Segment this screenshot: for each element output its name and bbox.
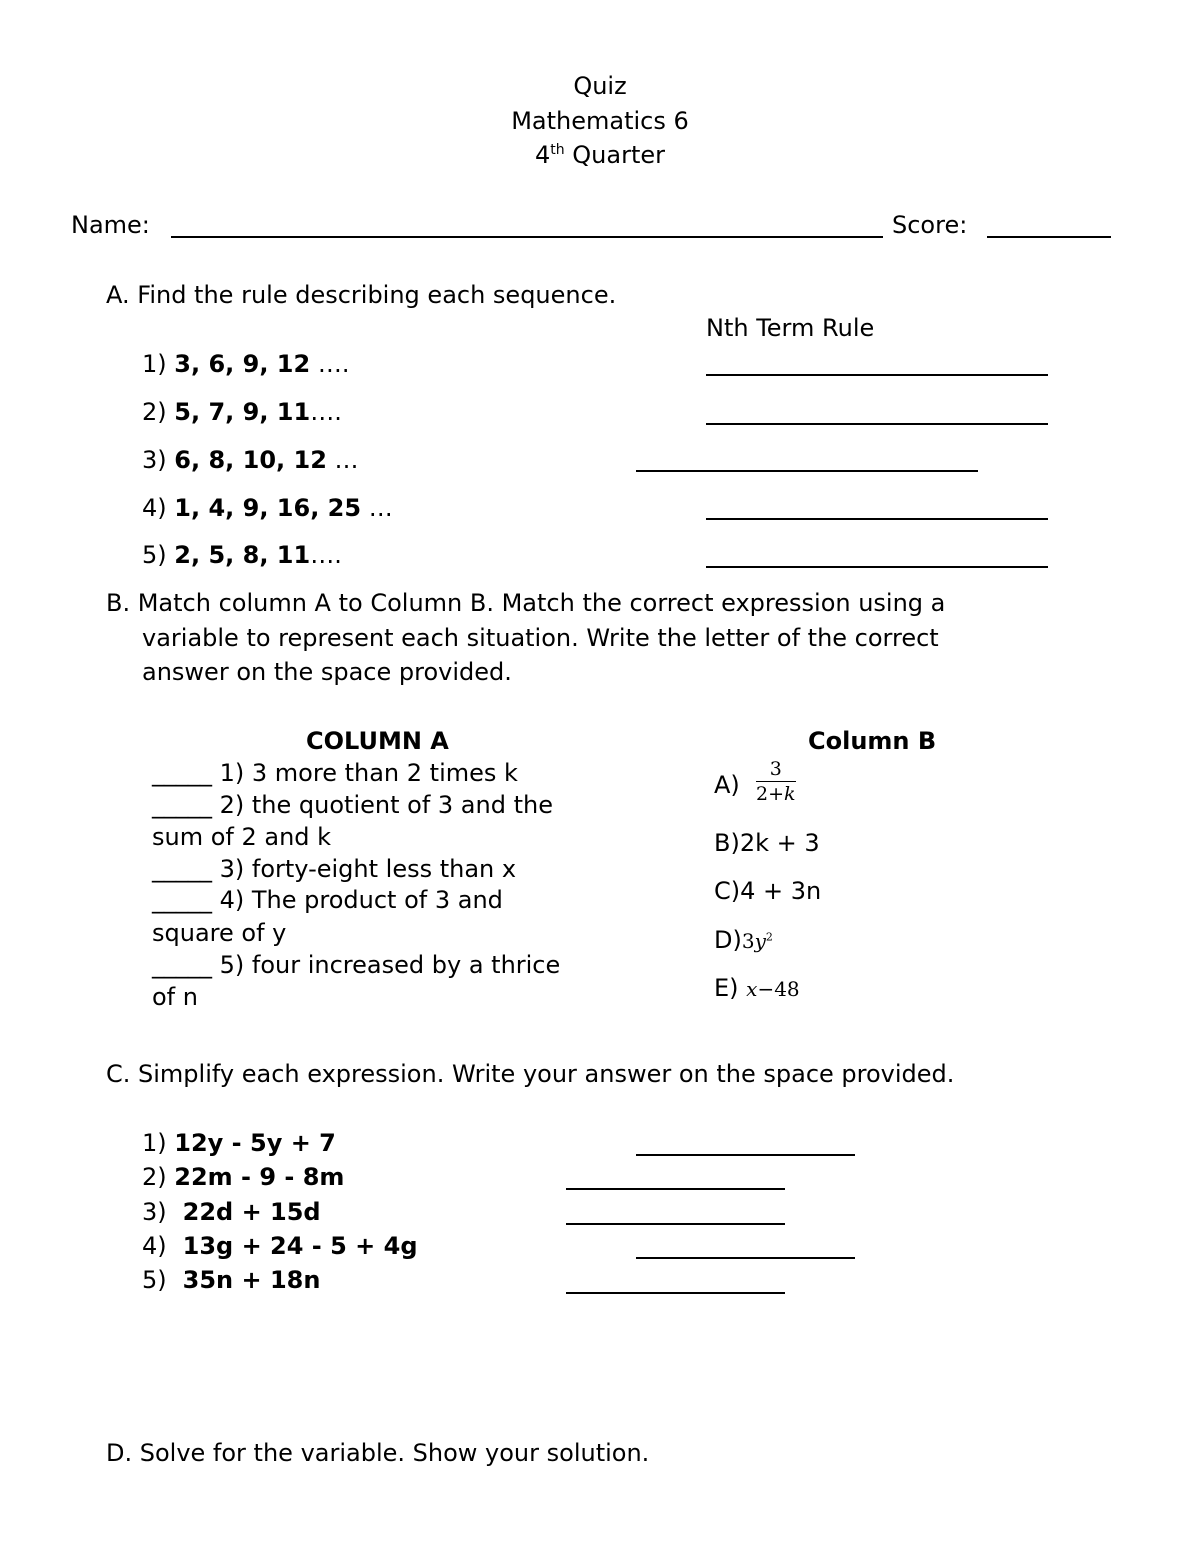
nth-term-rule-label: Nth Term Rule <box>706 314 875 342</box>
option-d: $D)3y^2$ <box>714 926 773 954</box>
name-label: Name: <box>71 211 150 239</box>
column-a-item-continued: sum of 2 and k <box>152 823 332 851</box>
section-b-heading-line: answer on the space provided. <box>142 658 512 686</box>
section-a-heading: A. Find the rule describing each sequence. <box>106 281 617 309</box>
option-a-label: A) <box>714 771 740 799</box>
option-a-fraction <box>756 758 796 805</box>
sequence-item: 2) 5, 7, 9, 11…. <box>142 398 342 426</box>
answer-line[interactable] <box>566 1292 785 1294</box>
column-a-item: _____ 3) forty-eight less than x <box>152 855 517 883</box>
fraction-numerator: 3 <box>756 758 796 782</box>
fraction-denominator: 2+k <box>756 783 796 805</box>
expression-item: 4) 13g + 24 - 5 + 4g <box>142 1232 418 1260</box>
answer-line[interactable] <box>706 518 1048 520</box>
column-a-item-continued: square of y <box>152 919 287 947</box>
expression-item: 2) 22m - 9 - 8m <box>142 1163 345 1191</box>
column-a-item: _____ 2) the quotient of 3 and the <box>152 791 553 819</box>
quarter-sup: th <box>550 142 565 158</box>
sequence-item: 3) 6, 8, 10, 12 … <box>142 446 359 474</box>
answer-line[interactable] <box>706 566 1048 568</box>
answer-line[interactable] <box>636 1257 855 1259</box>
sequence-item: 1) 3, 6, 9, 12 …. <box>142 350 350 378</box>
section-b-heading-line: B. Match column A to Column B. Match the correct expression using a <box>106 589 946 617</box>
sequence-item: 5) 2, 5, 8, 11…. <box>142 541 342 569</box>
sequence-item: 4) 1, 4, 9, 16, 25 … <box>142 494 393 522</box>
section-b-heading-line: variable to represent each situation. Write the letter of the correct <box>142 624 939 652</box>
answer-line[interactable] <box>706 423 1048 425</box>
subject-title: Mathematics 6 <box>511 107 689 135</box>
answer-line[interactable] <box>566 1188 785 1190</box>
column-a-item-continued: of n <box>152 983 198 1011</box>
section-d-heading: D. Solve for the variable. Show your solution. <box>106 1439 650 1467</box>
quarter-word: Quarter <box>572 141 665 169</box>
answer-line[interactable] <box>706 374 1048 376</box>
quiz-title: Quiz <box>573 72 627 100</box>
column-b-title: Column B <box>808 727 937 755</box>
expression-item: 1) 12y - 5y + 7 <box>142 1129 336 1157</box>
option-e: E) x−48 <box>714 974 800 1002</box>
name-field[interactable] <box>171 236 883 238</box>
option-b: B)2k + 3 <box>714 829 820 857</box>
score-label: Score: <box>892 211 968 239</box>
expression-item: 3) 22d + 15d <box>142 1198 321 1226</box>
section-c-heading: C. Simplify each expression. Write your answer on the space provided. <box>106 1060 955 1088</box>
answer-line[interactable] <box>566 1223 785 1225</box>
column-a-item: _____ 1) 3 more than 2 times k <box>152 759 518 787</box>
column-a-title: COLUMN A <box>306 727 449 755</box>
answer-line[interactable] <box>636 470 978 472</box>
column-a-item: _____ 4) The product of 3 and <box>152 886 503 914</box>
column-a-item: _____ 5) four increased by a thrice <box>152 951 561 979</box>
expression-item: 5) 35n + 18n <box>142 1266 321 1294</box>
quarter-number: 4 <box>534 141 551 169</box>
score-field[interactable] <box>987 236 1111 238</box>
quarter-title <box>0 143 1200 167</box>
option-c: C)4 + 3n <box>714 877 822 905</box>
answer-line[interactable] <box>636 1154 855 1156</box>
